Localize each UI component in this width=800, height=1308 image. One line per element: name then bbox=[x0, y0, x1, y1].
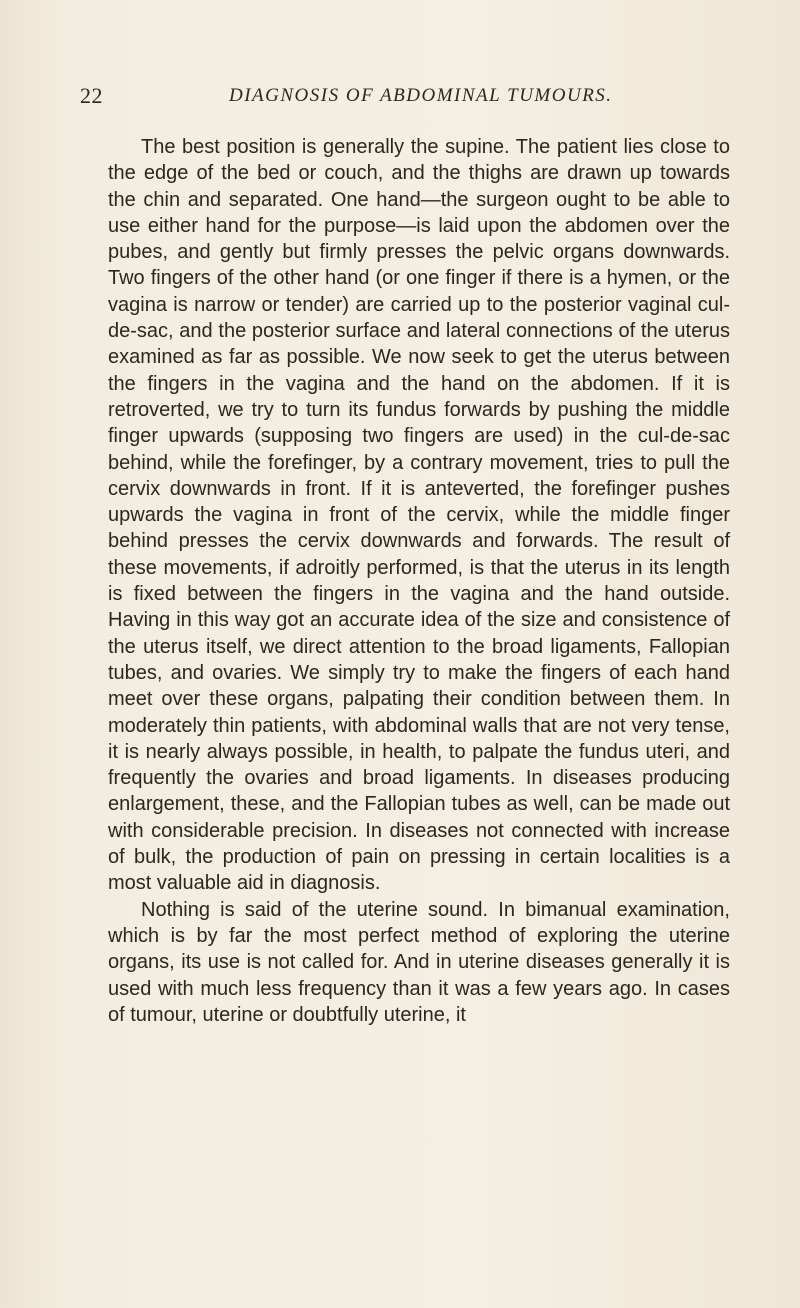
paragraph: The best position is generally the supine. The patient lies close to the edge of the bed or couch, and the thighs are drawn up towards the chin and separated. One hand—the surgeon ought to be able to use either hand for the purpose—is laid upon the abdomen over the pubes, and gently but firmly presses the pelvic organs downwards. Two fingers of the other hand (or one finger if there is a hymen, or the vagina is narrow or tender) are carried up to the posterior vaginal cul-de-sac, and the posterior surface and lateral connections of the uterus examined as far as possible. We now seek to get the uterus between the fingers in the vagina and the hand on the abdomen. If it is retroverted, we try to turn its fundus forwards by pushing the middle finger upwards (supposing two fingers are used) in the cul-de-sac behind, while the forefinger, by a contrary movement, tries to pull the cervix downwards in front. If it is anteverted, the forefinger pushes upwards the vagina in front of the cervix, while the middle finger behind presses the cervix downwards and forwards. The result of these movements, if adroitly performed, is that the uterus in its length is fixed between the fingers in the vagina and the hand outside. Having in this way got an accurate idea of the size and consistence of the uterus itself, we direct attention to the broad ligaments, Fallopian tubes, and ovaries. We simply try to make the fingers of each hand meet over these organs, palpating their condition between them. In moderately thin patients, with abdominal walls that are not very tense, it is nearly always possible, in health, to palpate the fundus uteri, and frequently the ovaries and broad ligaments. In diseases producing enlargement, these, and the Fallopian tubes as well, can be made out with considerable precision. In diseases not connected with increase of bulk, the production of pain on pressing in certain localities is a most valuable aid in diagnosis. bbox=[108, 136, 730, 895]
running-title: DIAGNOSIS OF ABDOMINAL TUMOURS. bbox=[229, 85, 613, 106]
page-number: 22 bbox=[80, 83, 103, 108]
paragraph: Nothing is said of the uterine sound. In bimanual examination, which is by far the most perfect method of exploring the uterine organs, its use is not called for. And in uterine diseases generally it is used with much less frequency than it was a few years ago. In cases of tumour, uterine or doubtfully uterine, it bbox=[108, 898, 730, 1026]
running-head bbox=[80, 83, 720, 113]
body-text bbox=[108, 134, 730, 1028]
